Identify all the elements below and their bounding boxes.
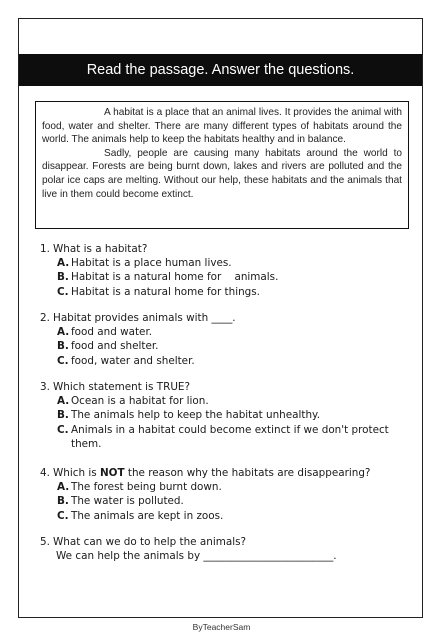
answer-line[interactable]: We can help the animals by _________________________. — [56, 550, 337, 563]
option-b[interactable]: B. The water is polluted. — [57, 495, 184, 508]
question-number: 1. — [40, 243, 50, 255]
option-b[interactable]: B. food and shelter. — [57, 340, 159, 353]
page-title: Read the passage. Answer the questions. — [86, 62, 355, 78]
question-3 — [40, 380, 410, 451]
question-text: Habitat provides animals with ____. — [53, 312, 236, 324]
passage-paragraph-2: Sadly, people are causing many habitats around the world to disappear. Forests are being burnt down, lakes and rivers are polluted and the polar ice caps are melting. Without our help, these habitats and the animals that live in them could become extinct. — [42, 147, 402, 200]
passage-paragraph-1: A habitat is a place that an animal lives. It provides the animal with food, water and shelter. There are many different types of habitats around the world. The animals help to keep the habitats healthy and in balance. — [42, 107, 402, 146]
question-4 — [40, 466, 410, 523]
question-number: 4. — [40, 467, 50, 479]
question-text: Which statement is TRUE? — [53, 381, 191, 393]
option-c[interactable]: C. The animals are kept in zoos. — [57, 509, 224, 522]
option-c[interactable]: C. Habitat is a natural home for things. — [57, 285, 260, 298]
footer-credit: ByTeacherSam — [192, 622, 251, 632]
question-text: What is a habitat? — [53, 243, 148, 255]
option-b[interactable]: B. Habitat is a natural home for animals. — [57, 271, 279, 284]
option-c[interactable]: C. food, water and shelter. — [57, 354, 195, 367]
question-text: Which is NOT the reason why the habitats are disappearing? — [53, 467, 371, 479]
question-number: 5. — [40, 536, 50, 548]
option-a[interactable]: A. Ocean is a habitat for lion. — [57, 395, 209, 408]
option-c[interactable]: C. Animals in a habitat could become extinct if we don't protect them. — [57, 423, 389, 450]
question-text: What can we do to help the animals? — [53, 536, 247, 548]
question-5 — [40, 535, 410, 563]
option-b[interactable]: B. The animals help to keep the habitat unhealthy. — [57, 409, 321, 422]
option-a[interactable]: A. The forest being burnt down. — [57, 481, 222, 494]
question-number: 3. — [40, 381, 50, 393]
option-a[interactable]: A. food and water. — [57, 326, 153, 339]
option-a[interactable]: A. Habitat is a place human lives. — [57, 257, 232, 270]
title-bar — [19, 54, 422, 86]
question-number: 2. — [40, 312, 50, 324]
question-2 — [40, 311, 410, 368]
reading-passage — [35, 101, 409, 229]
question-1 — [40, 242, 410, 299]
